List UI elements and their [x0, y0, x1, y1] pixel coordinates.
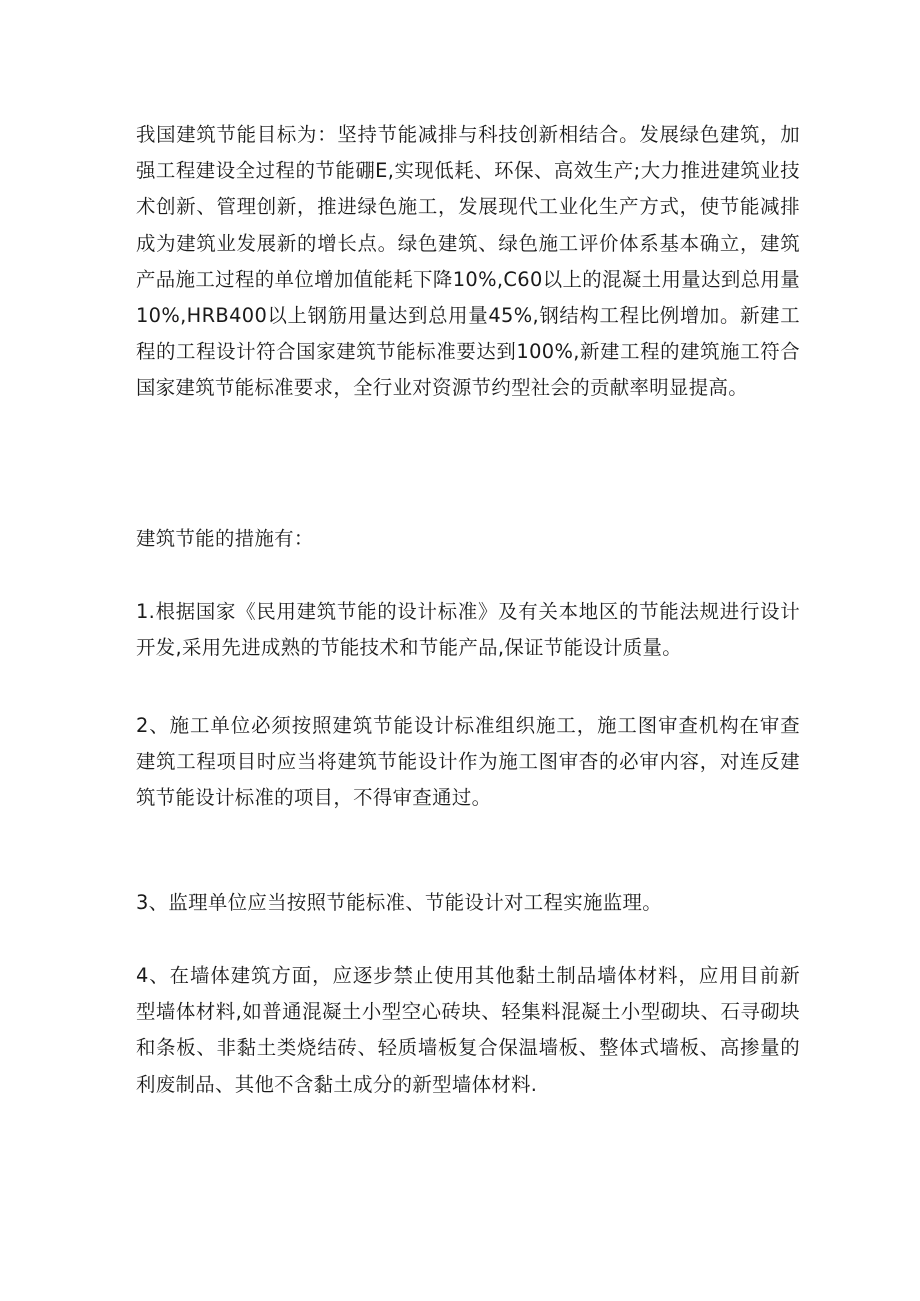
- paragraph-measures-heading: 建筑节能的措施有：: [136, 527, 314, 550]
- paragraph-measure-3: 3、监理单位应当按照节能标准、节能设计对工程实施监理。: [136, 891, 662, 914]
- paragraph-energy-goals: 我国建筑节能目标为：坚持节能减排与科技创新相结合。发展绿色建筑，加强工程建设全过程的节能硼E,实现低耗、环保、高效生产;大力推进建筑业技术创新、管理创新，推进绿色施工，发展现代工业化生产方式，使节能减排成为建筑业发展新的增长点。绿色建筑、绿色施工评价体系基本确立，建筑产品施工过程的单位增加值能耗下降10%,C60以上的混凝土用量达到总用量10%,HRB400以上钢筋用量达到总用量45%,钢结构工程比例增加。新建工程的工程设计符合国家建筑节能标准要达到100%,新建工程的建筑施工符合国家建筑节能标准要求，全行业对资源节约型社会的贡献率明显提高。: [136, 123, 800, 400]
- paragraph-measure-4: 4、在墙体建筑方面，应逐步禁止使用其他黏土制品墙体材料，应用目前新型墙体材料,如普通混凝土小型空心砖块、轻集料混凝土小型砌块、石寻砌块和条板、非黏土类烧结砖、轻质墙板复合保温墙板、整体式墙板、高掺量的利废制品、其他不含黏土成分的新型墙体材料.: [136, 964, 800, 1096]
- paragraph-measure-1: 1.根据国家《民用建筑节能的设计标准》及有关本地区的节能法规进行设计开发,采用先进成熟的节能技术和节能产品,保证节能设计质量。: [136, 600, 800, 660]
- paragraph-measure-2: 2、施工单位必须按照建筑节能设计标准组织施工，施工图审查机构在审查建筑工程项目时应当将建筑节能设计作为施工图审杳的必审内容，对连反建筑节能设计标准的项目，不得审查通过。: [136, 714, 800, 810]
